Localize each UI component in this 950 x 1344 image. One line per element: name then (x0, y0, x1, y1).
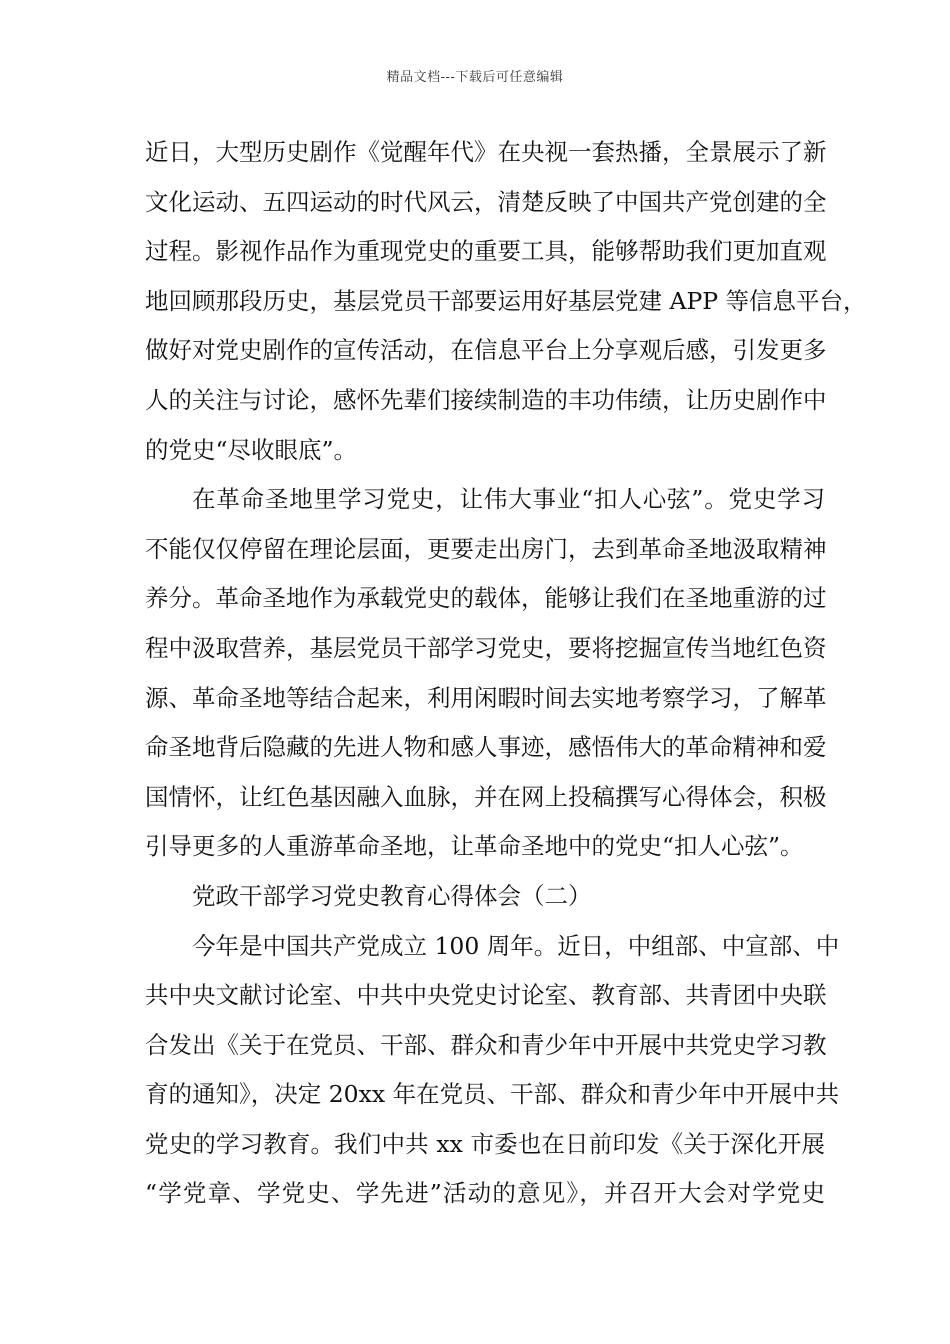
text-line: 地回顾那段历史，基层党员干部要运用好基层党建 APP 等信息平台， (145, 286, 867, 315)
text-line: 程中汲取营养，基层党员干部学习党史，要将挖掘宣传当地红色资 (145, 633, 827, 662)
page-header: 精品文档---下载后可任意编辑 (386, 70, 564, 85)
text-line: 命圣地背后隐藏的先进人物和感人事迹，感悟伟大的革命精神和爱 (145, 733, 827, 762)
text-line: 做好对党史剧作的宣传活动，在信息平台上分享观后感，引发更多 (145, 336, 827, 365)
text-line: 共中央文献讨论室、中共中央党史讨论室、教育部、共青团中央联 (145, 981, 827, 1010)
text-line: 过程。影视作品作为重现党史的重要工具，能够帮助我们更加直观 (145, 237, 827, 266)
text-line: 国情怀，让红色基因融入血脉，并在网上投稿撰写心得体会，积极 (145, 782, 827, 811)
text-line: “学党章、学党史、学先进”活动的意见》，并召开大会对学党史 (145, 1179, 825, 1208)
text-line: 近日，大型历史剧作《觉醒年代》在央视一套热播，全景展示了新 (145, 138, 827, 166)
text-line: 文化运动、五四运动的时代风云，清楚反映了中国共产党创建的全 (145, 187, 827, 216)
text-line: 源、革命圣地等结合起来，利用闲暇时间去实地考察学习，了解革 (145, 683, 827, 712)
text-line: 引导更多的人重游革命圣地，让革命圣地中的党史“扣人心弦”。 (145, 832, 804, 861)
text-line: 今年是中国共产党成立 100 周年。近日，中组部、中宣部、中 (192, 931, 840, 960)
document-body (145, 128, 867, 1219)
text-line: 的党史“尽收眼底”。 (145, 435, 358, 464)
text-line: 合发出《关于在党员、干部、群众和青少年中开展中共党史学习教 (145, 1030, 827, 1059)
text-line: 育的通知》，决定 20xx 年在党员、干部、群众和青少年中开展中共 (145, 1080, 840, 1109)
text-line: 不能仅仅停留在理论层面，更要走出房门，去到革命圣地汲取精神 (145, 534, 827, 563)
text-line: 养分。革命圣地作为承载党史的载体，能够让我们在圣地重游的过 (145, 584, 827, 613)
text-line: 在革命圣地里学习党史，让伟大事业“扣人心弦”。党史学习 (192, 485, 825, 514)
text-line: 党政干部学习党史教育心得体会（二） (192, 881, 592, 910)
text-line: 人的关注与讨论，感怀先辈们接续制造的丰功伟绩，让历史剧作中 (145, 385, 827, 414)
text-line: 党史的学习教育。我们中共 xx 市委也在日前印发《关于深化开展 (145, 1129, 825, 1158)
